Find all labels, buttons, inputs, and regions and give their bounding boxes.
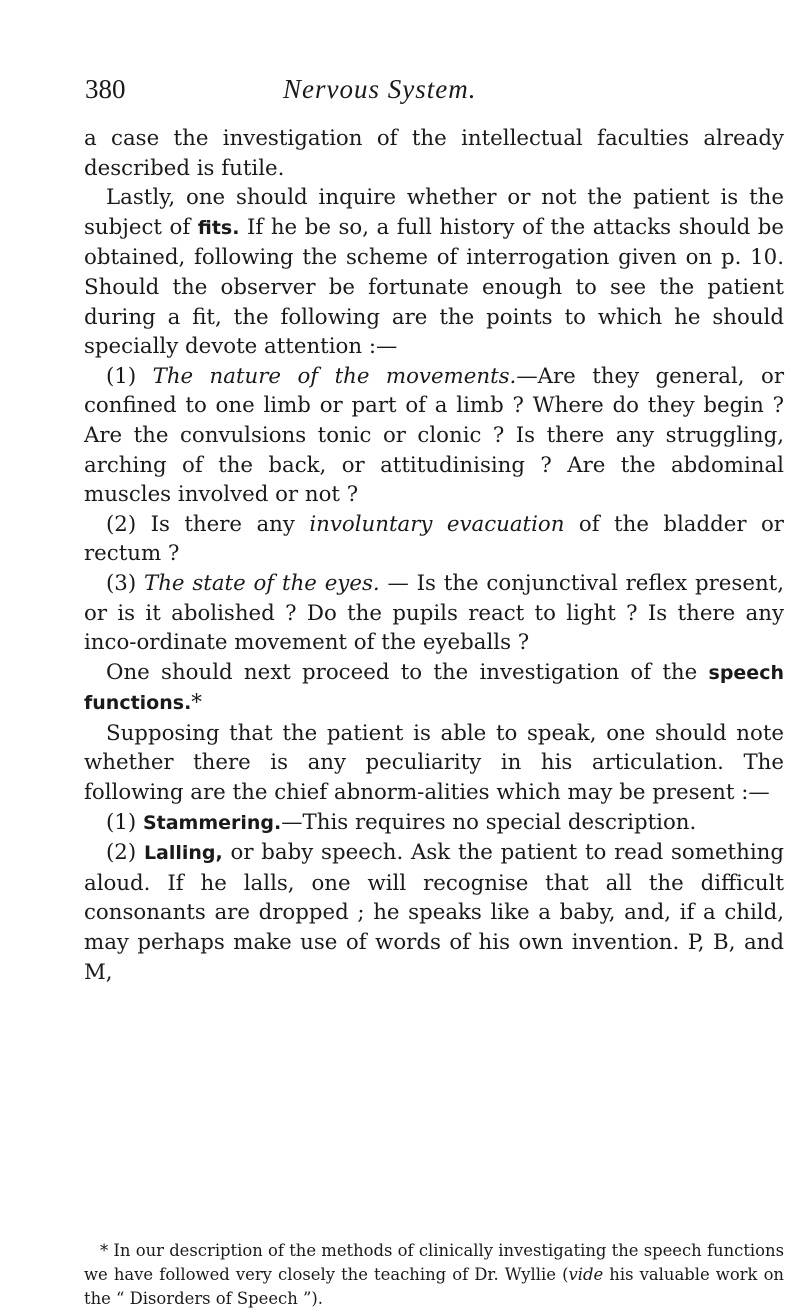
paragraph-articulation: Supposing that the patient is able to speak, one should note whether there is any peculiarity in his articulation. The following are the chief abnorm-alities which may be present :— — [84, 720, 784, 806]
body-text — [84, 124, 784, 987]
footnote: * In our description of the methods of clinically investigating the speech functions we have followed very closely the teaching of Dr. Wyllie (vide his valuable work on the “ Disorders of Speech ”). — [84, 1241, 784, 1308]
heading-stammering: Stammering. — [142, 811, 282, 834]
paragraph-eyes: (3) The state of the eyes. — Is the conjunctival reflex present, or is it abolished ? Do the pupils react to light ? Is there any inco-ordinate movement of the eyeballs ? — [84, 570, 784, 656]
footnote-vide: vide — [568, 1265, 604, 1284]
running-title: Nervous System. — [283, 74, 477, 104]
paragraph-fits: Lastly, one should inquire whether or not the patient is the subject of fits. If he be so, a full history of the attacks should be obtained, following the scheme of interrogation given on p. 10. Should the observer be fortunate enough to see the patient during a fit, the following are the points to which he should specially devote attention :— — [84, 185, 785, 360]
running-head — [85, 74, 725, 110]
subheading-eyes: The state of the eyes. — [143, 570, 380, 596]
subheading-movements: The nature of the movements. — [152, 363, 517, 389]
heading-lalling: Lalling, — [143, 842, 223, 865]
paragraph-stammering: (1) Stammering.—This requires no special description. — [106, 809, 697, 835]
paragraph-speech-functions: One should next proceed to the investigation of the speech functions.* — [84, 659, 784, 716]
paragraph-movements: (1) The nature of the movements.—Are they general, or confined to one limb or part of a limb ? Where do they begin ? Are the convulsions tonic or clonic ? Is there any struggling, arching of the back, or attitudinising ? Are the abdominal muscles involved or not ? — [84, 363, 784, 508]
subheading-evacuation: involuntary evacuation — [309, 511, 565, 537]
heading-fits: fits. — [197, 216, 240, 239]
paragraph-evacuation: (2) Is there any involuntary evacuation of the bladder or rectum ? — [84, 511, 784, 567]
footnote-marker: * — [191, 690, 202, 716]
page-number: 380 — [85, 74, 126, 104]
paragraph-continuation: a case the investigation of the intellectual faculties already described is futile. — [84, 126, 784, 181]
heading-speech-functions: speech functions. — [84, 661, 784, 715]
paragraph-lalling: (2) Lalling, or baby speech. Ask the patient to read something aloud. If he lalls, one will recognise that all the difficult consonants are dropped ; he speaks like a baby, and, if a child, may perhaps make use of words of his own invention. P, B, and M, — [84, 840, 784, 985]
